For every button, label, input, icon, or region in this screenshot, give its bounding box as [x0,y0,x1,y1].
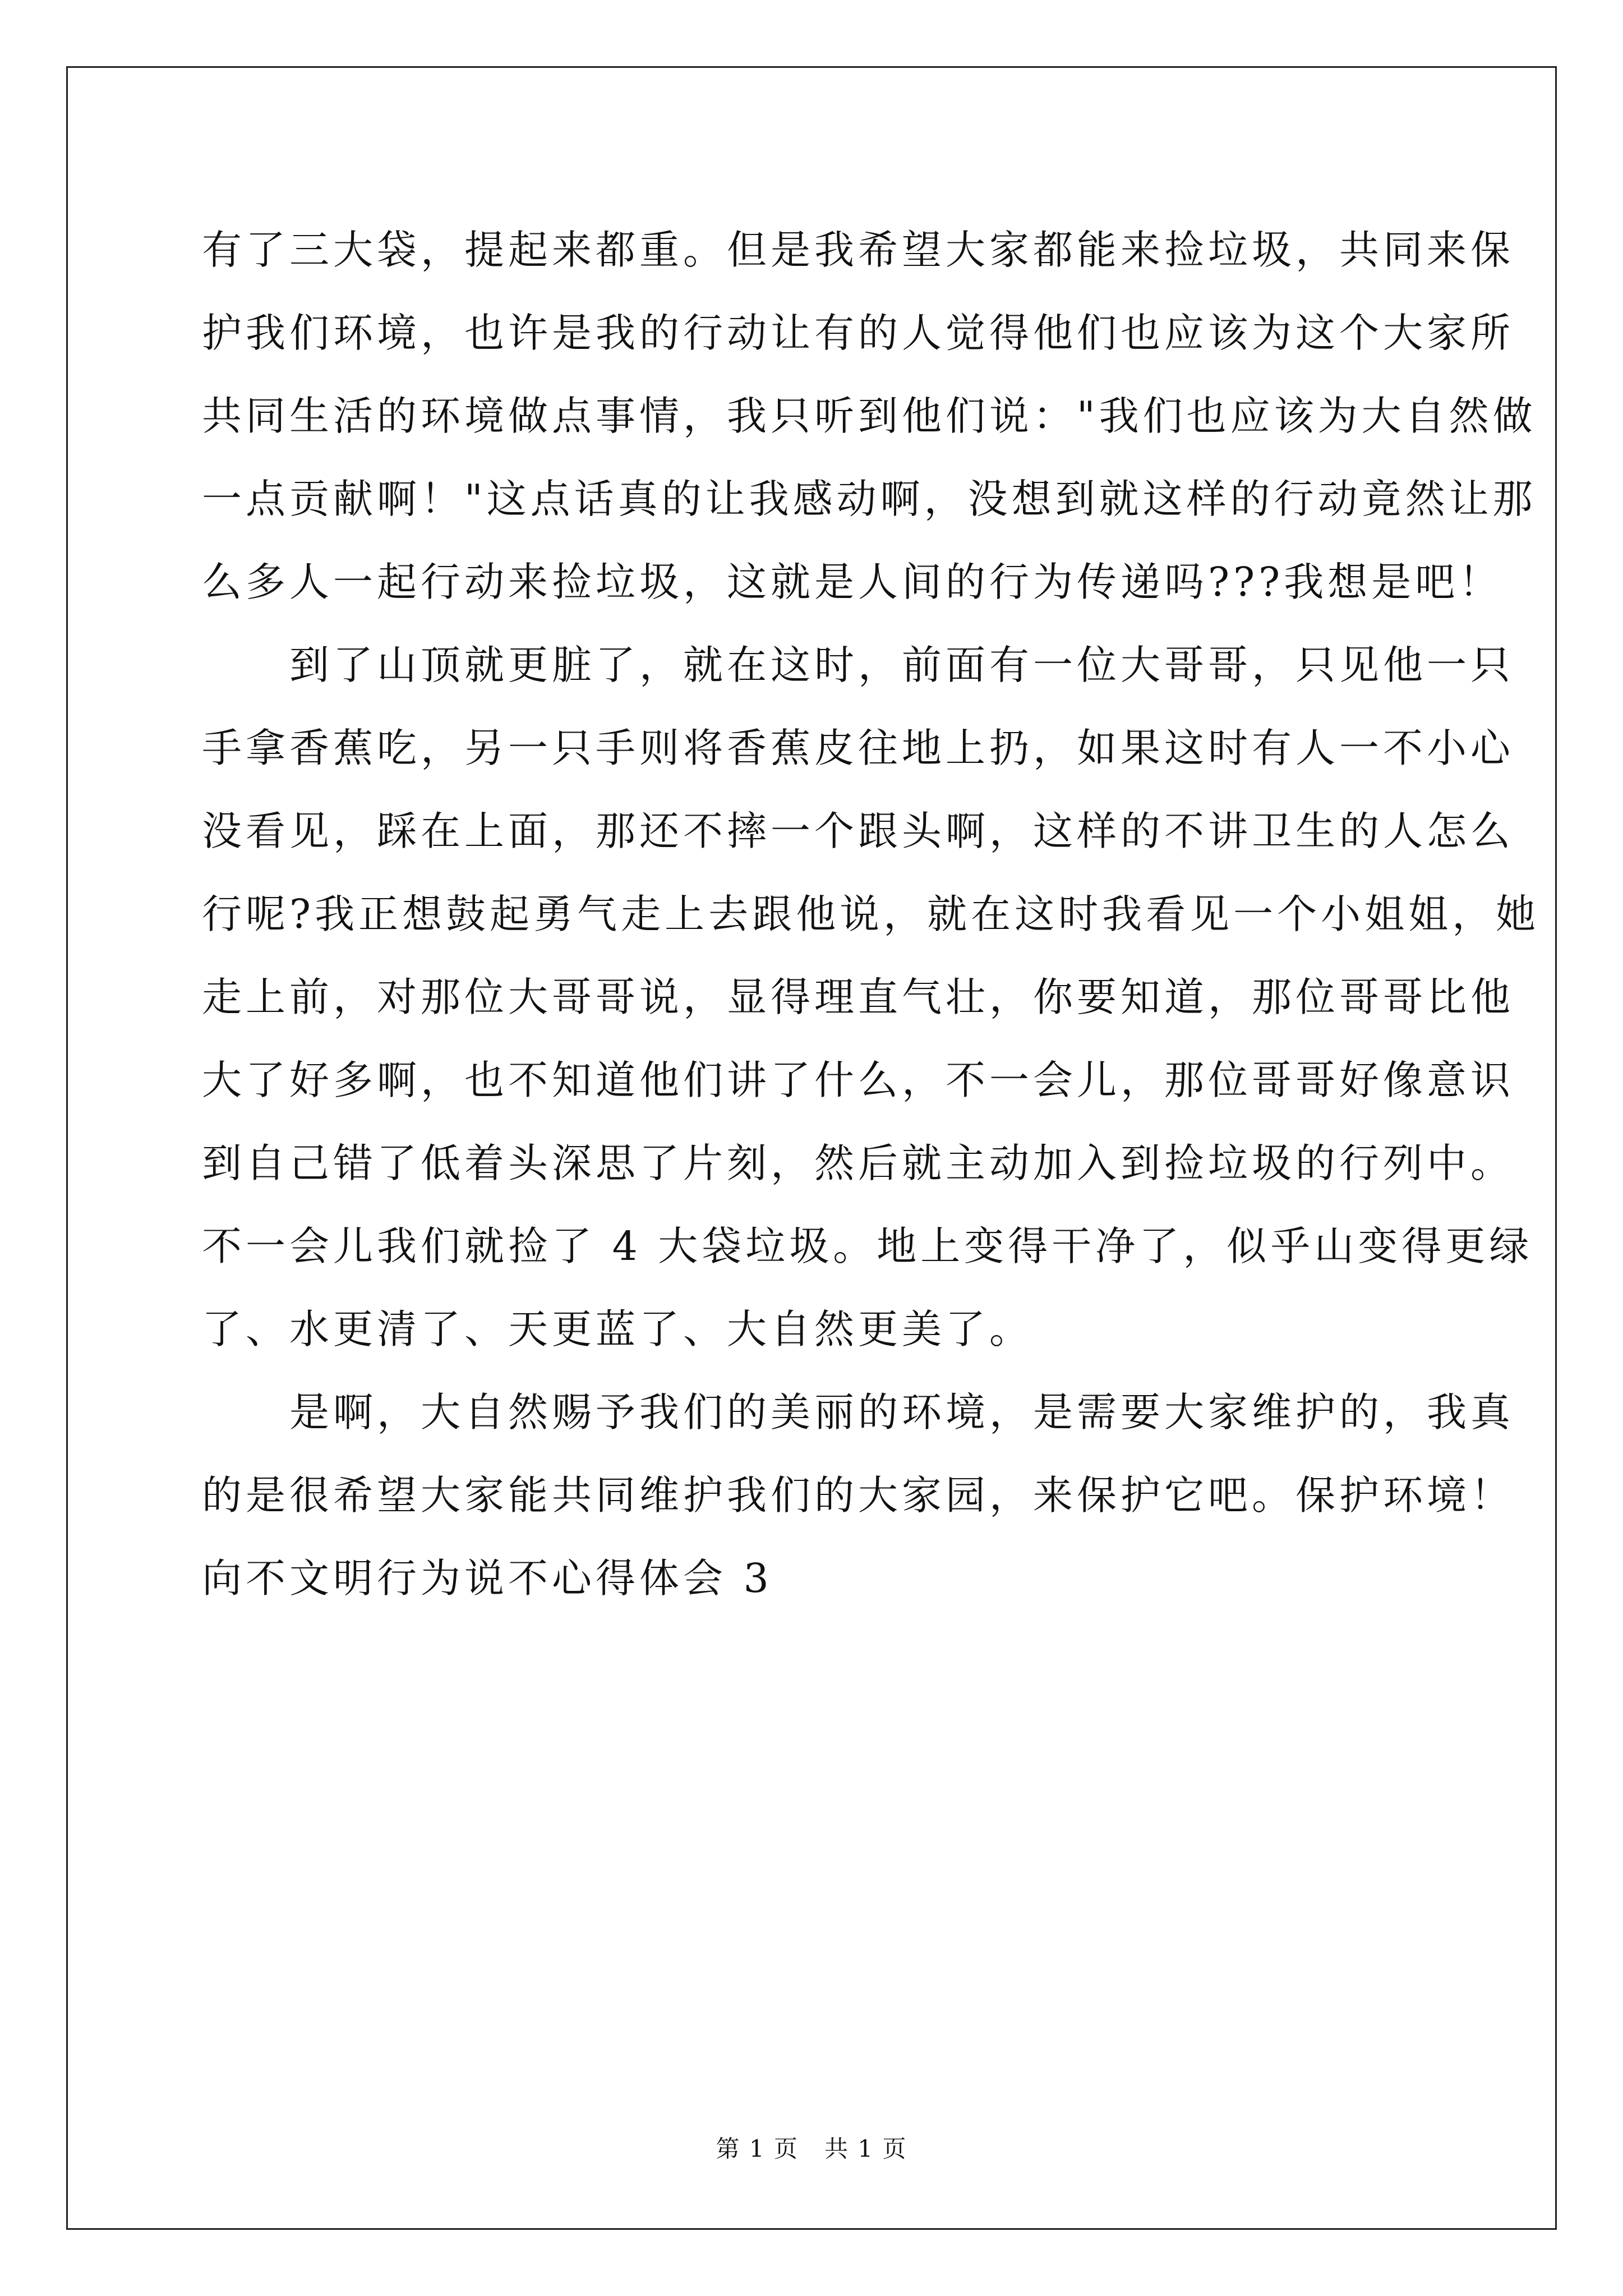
text-line: 一点贡献啊！"这点话真的让我感动啊，没想到就这样的行动竟然让那 [202,476,1537,522]
text-line: 么多人一起行动来捡垃圾，这就是人间的行为传递吗???我想是吧！ [202,559,1503,605]
text-line: 没看见，踩在上面，那还不摔一个跟头啊，这样的不讲卫生的人怎么 [202,808,1515,854]
page-footer: 第 1 页 共 1 页 [716,2135,907,2162]
text-line: 到自己错了低着头深思了片刻，然后就主动加入到捡垃圾的行列中。 [202,1140,1515,1186]
text-line: 护我们环境，也许是我的行动让有的人觉得他们也应该为这个大家所 [202,310,1515,356]
text-line: 行呢?我正想鼓起勇气走上去跟他说，就在这时我看见一个小姐姐，她 [202,891,1540,937]
text-line: 共同生活的环境做点事情，我只听到他们说："我们也应该为大自然做 [202,393,1537,439]
document-body [202,209,1540,1620]
text-line: 有了三大袋，提起来都重。但是我希望大家都能来捡垃圾，共同来保 [202,227,1515,273]
text-line: 不一会儿我们就捡了 4 大袋垃圾。地上变得干净了，似乎山变得更绿 [202,1223,1533,1269]
section-heading: 向不文明行为说不心得体会 3 [202,1555,773,1602]
text-line: 的是很希望大家能共同维护我们的大家园，来保护它吧。保护环境！ [202,1472,1515,1519]
text-line: 大了好多啊，也不知道他们讲了什么，不一会儿，那位哥哥好像意识 [202,1057,1515,1103]
text-line: 到了山顶就更脏了，就在这时，前面有一位大哥哥，只见他一只 [202,642,1515,688]
text-line: 了、水更清了、天更蓝了、大自然更美了。 [202,1306,1034,1352]
text-line: 是啊，大自然赐予我们的美丽的环境，是需要大家维护的，我真 [202,1389,1515,1435]
text-line: 手拿香蕉吃，另一只手则将香蕉皮往地上扔，如果这时有人一不小心 [202,725,1515,771]
text-line: 走上前，对那位大哥哥说，显得理直气壮，你要知道，那位哥哥比他 [202,974,1515,1020]
